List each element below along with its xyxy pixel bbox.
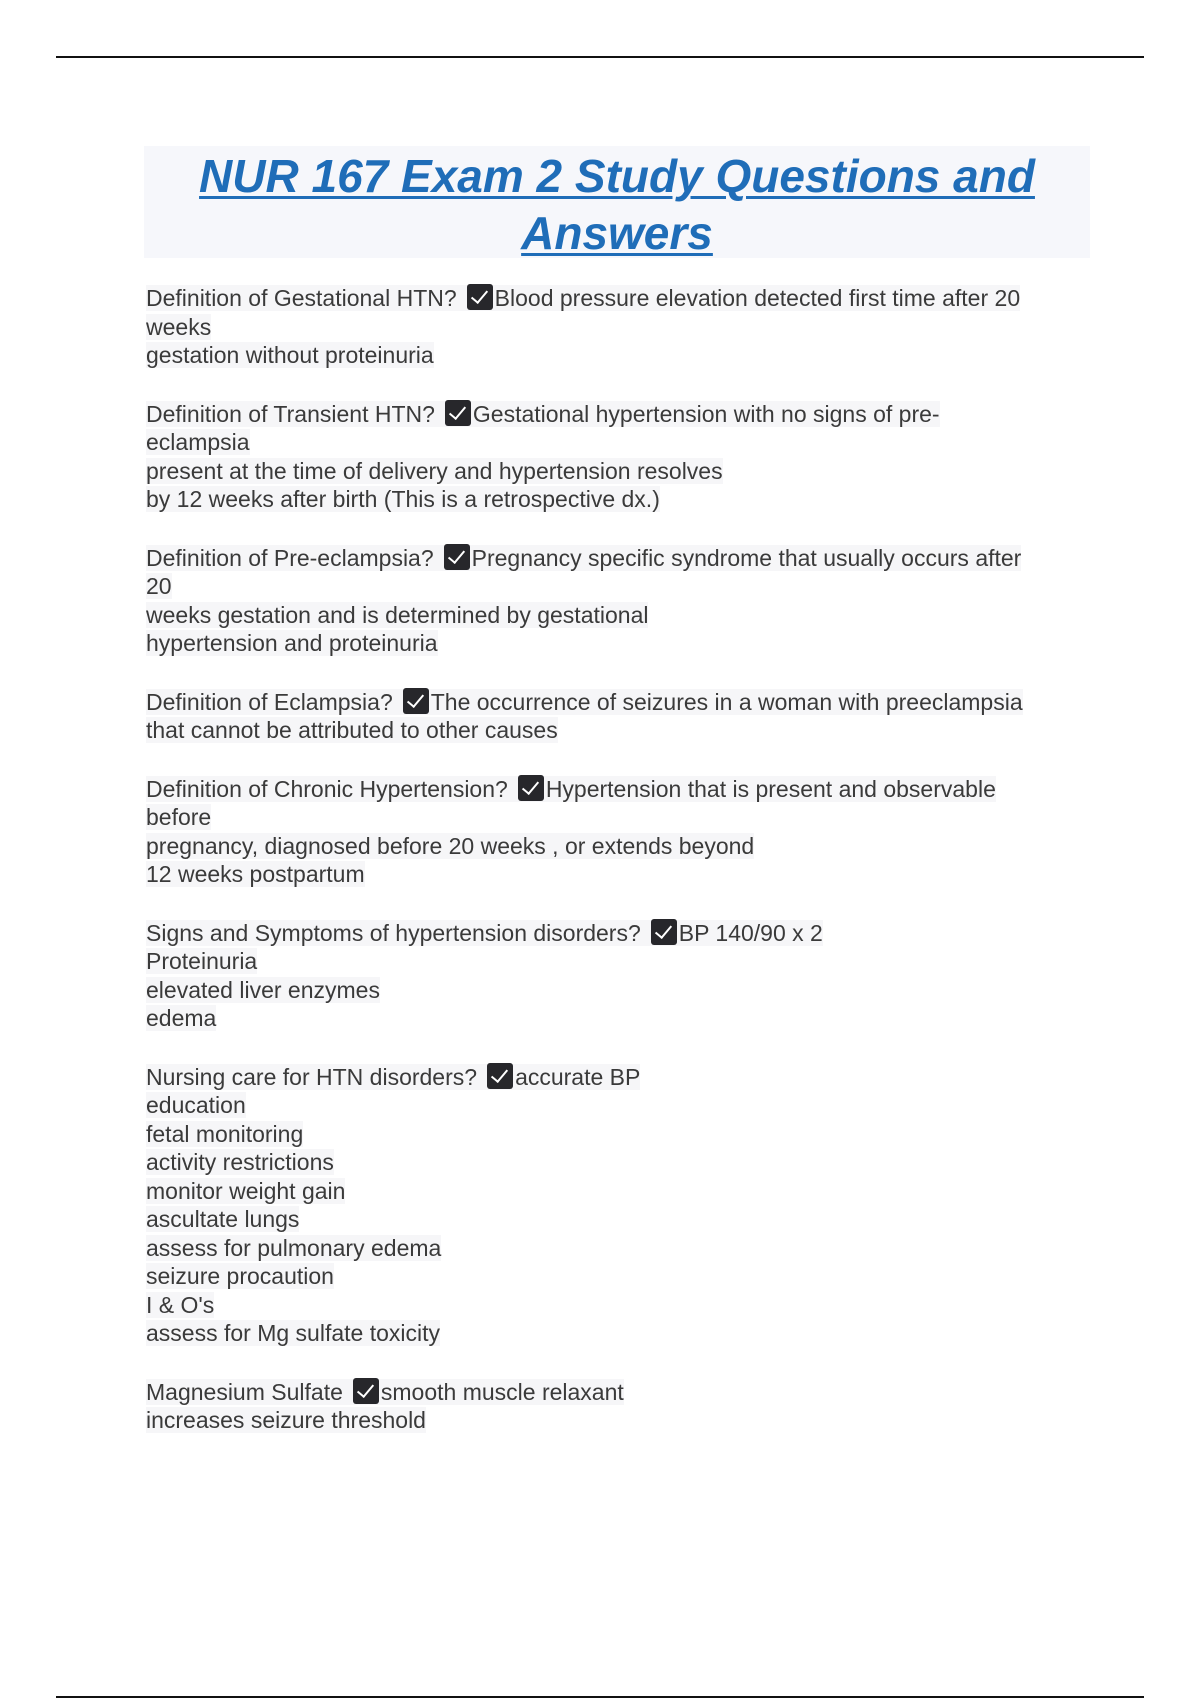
answer-line: accurate BP: [515, 1063, 641, 1090]
answer-line: weeks gestation and is determined by gestational: [146, 601, 649, 628]
answer-line: activity restrictions: [146, 1149, 334, 1175]
check-mark-icon: [445, 400, 471, 426]
qa-item: [146, 400, 1086, 514]
answer-line: Hypertension that is present and observable: [545, 775, 996, 802]
footer-rule: [56, 1696, 1144, 1698]
answer-line: Blood pressure elevation detected first time after 20: [494, 285, 1021, 311]
answer-line: pregnancy, diagnosed before 20 weeks , or extends beyond: [146, 832, 755, 859]
qa-item: [146, 284, 1086, 370]
answer-line: BP 140/90 x 2: [678, 919, 823, 946]
answer-line: assess for pulmonary edema: [146, 1234, 442, 1261]
answer-line: The occurrence of seizures in a woman with preeclampsia: [430, 688, 1023, 715]
check-mark-icon: [467, 284, 493, 310]
answer-line: monitor weight gain: [146, 1177, 346, 1204]
document-title: NUR 167 Exam 2 Study Questions and Answers: [199, 150, 1035, 259]
answer-line: 20: [146, 573, 172, 599]
qa-item: [146, 775, 1086, 889]
answer-line: present at the time of delivery and hypertension resolves: [146, 457, 723, 484]
qa-list: [146, 284, 1086, 1465]
qa-item: [146, 688, 1086, 745]
answer-line: that cannot be attributed to other causes: [146, 717, 558, 743]
answer-line: gestation without proteinuria: [146, 342, 434, 368]
qa-item: [146, 1378, 1086, 1435]
title-block: [144, 146, 1090, 258]
check-mark-icon: [651, 919, 677, 945]
answer-line: I & O's: [146, 1291, 215, 1318]
answer-line: education: [146, 1092, 246, 1118]
answer-line: eclampsia: [146, 429, 250, 455]
check-mark-icon: [444, 544, 470, 570]
answer-line: 12 weeks postpartum: [146, 861, 365, 887]
answer-line: by 12 weeks after birth (This is a retrospective dx.): [146, 486, 660, 512]
check-mark-icon: [353, 1378, 379, 1404]
question-text: Definition of Eclampsia?: [146, 688, 393, 715]
answer-line: edema: [146, 1005, 217, 1031]
question-text: Definition of Chronic Hypertension?: [146, 775, 508, 802]
check-mark-icon: [518, 775, 544, 801]
qa-item: [146, 544, 1086, 658]
qa-item: [146, 1063, 1086, 1348]
question-text: Signs and Symptoms of hypertension disorders?: [146, 919, 641, 946]
header-rule: [56, 56, 1144, 58]
answer-line: Gestational hypertension with no signs of pre-: [472, 400, 940, 427]
question-text: Definition of Pre-eclampsia?: [146, 544, 434, 571]
answer-line: fetal monitoring: [146, 1120, 304, 1147]
answer-line: ascultate lungs: [146, 1206, 300, 1232]
answer-line: Proteinuria: [146, 948, 258, 974]
answer-line: weeks: [146, 313, 212, 340]
check-mark-icon: [487, 1063, 513, 1089]
question-text: Nursing care for HTN disorders?: [146, 1063, 478, 1090]
answer-line: before: [146, 804, 212, 830]
answer-line: hypertension and proteinuria: [146, 630, 438, 656]
answer-line: Pregnancy specific syndrome that usually occurs after: [471, 544, 1022, 571]
question-text: Magnesium Sulfate: [146, 1378, 343, 1405]
answer-line: smooth muscle relaxant: [380, 1378, 624, 1405]
qa-item: [146, 919, 1086, 1033]
question-text: Definition of Gestational HTN?: [146, 285, 457, 311]
answer-line: elevated liver enzymes: [146, 976, 380, 1003]
answer-line: assess for Mg sulfate toxicity: [146, 1320, 440, 1346]
answer-line: seizure procaution: [146, 1263, 334, 1289]
question-text: Definition of Transient HTN?: [146, 400, 435, 427]
check-mark-icon: [403, 688, 429, 714]
answer-line: increases seizure threshold: [146, 1407, 426, 1433]
